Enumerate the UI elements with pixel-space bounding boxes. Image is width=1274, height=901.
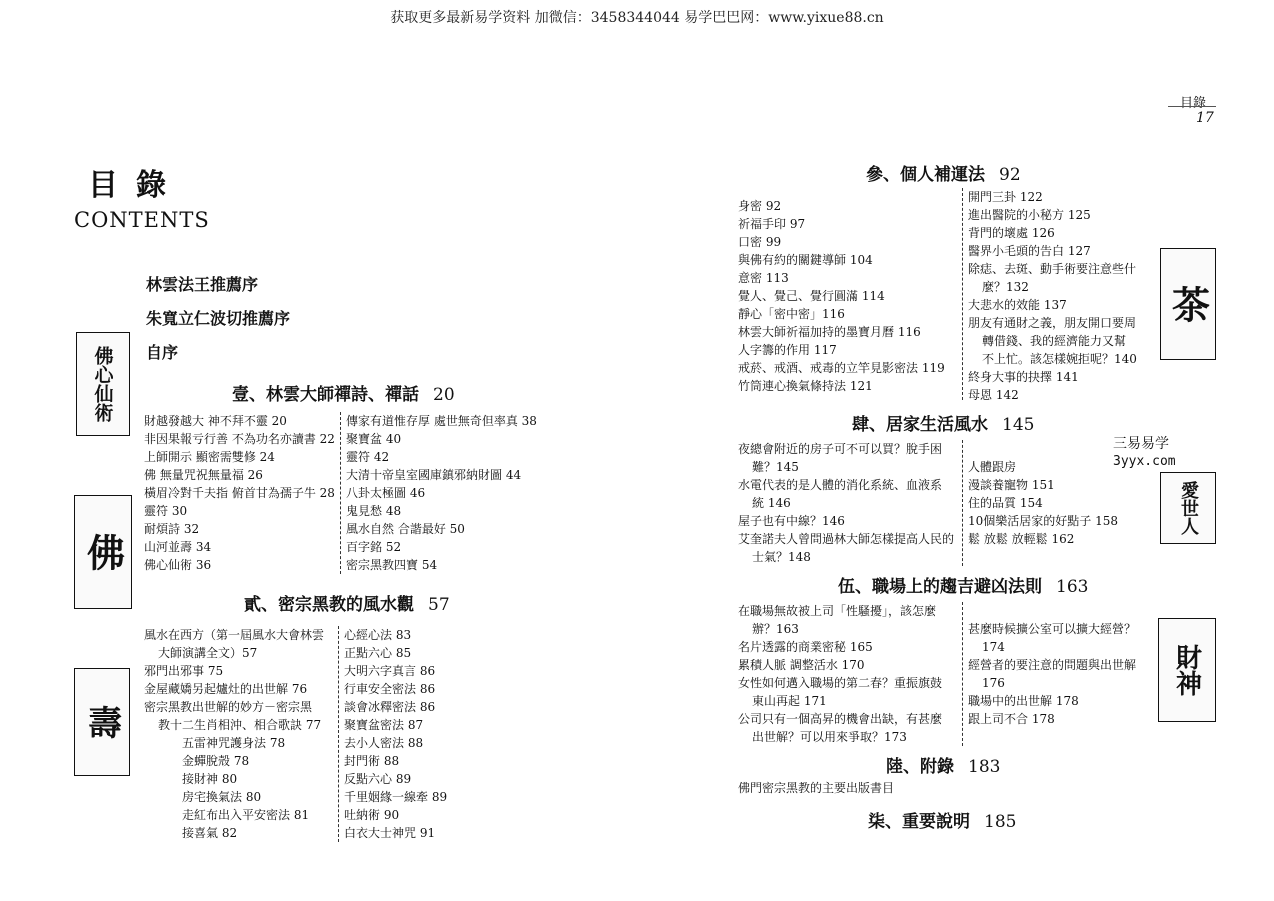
- section-4-left-list: [738, 440, 954, 566]
- list-item: 金蟬脫殼 78: [182, 754, 250, 768]
- list-item: 大明六字真言 86: [344, 664, 436, 678]
- list-item: 進出醫院的小秘方 125: [968, 208, 1091, 222]
- list-item: 出世解？可以用來爭取？173: [752, 730, 907, 744]
- section-5-right-list: [968, 620, 1136, 728]
- list-item: 聚寶盆 40: [346, 432, 402, 446]
- list-item: 身密 92: [738, 199, 782, 213]
- list-item: 覺人、覺己、覺行圓滿 114: [738, 289, 885, 303]
- list-item: 反點六心 89: [344, 772, 412, 786]
- list-item: 去小人密法 88: [344, 736, 424, 750]
- section-2-heading: 貳、密宗黑教的風水觀 57: [244, 595, 450, 615]
- list-item: 轉借錢、我的經濟能力又幫: [982, 334, 1127, 348]
- list-item: 心經心法 83: [344, 628, 412, 642]
- calligraphy-image-1: 佛心仙術: [76, 332, 130, 436]
- running-head: 目錄: [1180, 96, 1207, 111]
- section-6-heading: 陸、附錄 183: [886, 757, 1001, 777]
- list-item: 封門術 88: [344, 754, 400, 768]
- list-item: 林雲大師祈福加持的墨寶月曆 116: [738, 325, 921, 339]
- calligraphy-image-3: 壽: [74, 668, 130, 776]
- list-item: 密宗黑教出世解的妙方－密宗黑: [144, 700, 313, 714]
- list-item: 財越發越大 神不拜不靈 20: [144, 414, 287, 428]
- toc-title-en: CONTENTS: [74, 208, 210, 232]
- list-item: 白衣大士神咒 91: [344, 826, 436, 840]
- column-divider: [340, 412, 341, 574]
- list-item: 朋友有通財之義，朋友開口要周: [968, 316, 1137, 330]
- list-item: 辦？163: [752, 622, 799, 636]
- list-item: 醫界小毛頭的告白 127: [968, 244, 1091, 258]
- list-item: 傳家有道惟存厚 處世無奇但率真 38: [346, 414, 537, 428]
- list-item: 水電代表的是人體的消化系統、血液系: [738, 478, 943, 492]
- list-item: 祈福手印 97: [738, 217, 806, 231]
- list-item: 行車安全密法 86: [344, 682, 436, 696]
- section-4-heading: 肆、居家生活風水 145: [852, 415, 1035, 435]
- list-item: 口密 99: [738, 235, 782, 249]
- list-item: 金屋藏嬌另起爐灶的出世解 76: [144, 682, 308, 696]
- list-item: 難？145: [752, 460, 799, 474]
- list-item: 山河並壽 34: [144, 540, 212, 554]
- list-item: 鬆 放鬆 放輕鬆 162: [968, 532, 1075, 546]
- list-item: 夜總會附近的房子可不可以買？脫手困: [738, 442, 943, 456]
- list-item: 甚麼時候擴公室可以擴大經營？: [968, 622, 1137, 636]
- list-item: 士氣？148: [752, 550, 811, 564]
- list-item: 接喜氣 82: [182, 826, 238, 840]
- top-banner: 获取更多最新易学资料 加微信：3458344044 易学巴巴网：www.yixue88.cn: [390, 10, 884, 26]
- list-item: 東山再起 171: [752, 694, 827, 708]
- list-item: 鬼見愁 48: [346, 504, 402, 518]
- section-1-heading: 壹、林雲大師禪詩、禪話 20: [232, 385, 455, 405]
- list-item: 千里姻緣一線牽 89: [344, 790, 448, 804]
- list-item: 上師開示 顯密需雙修 24: [144, 450, 275, 464]
- watermark-text: 三易易学: [1113, 436, 1169, 452]
- list-item: 經營者的要注意的問題與出世解: [968, 658, 1137, 672]
- list-item: 佛心仙術 36: [144, 558, 212, 572]
- preface-2: 朱寬立仁波切推薦序: [146, 309, 291, 328]
- list-item: 聚寶盆密法 87: [344, 718, 424, 732]
- preface-3: 自序: [146, 343, 179, 362]
- list-item: 接財神 80: [182, 772, 238, 786]
- list-item: 不上忙。該怎樣婉拒呢？140: [982, 352, 1137, 366]
- watermark-url: 3yyx.com: [1113, 454, 1176, 469]
- list-item: 耐煩詩 32: [144, 522, 200, 536]
- list-item: 大師演講全文）57: [158, 646, 258, 660]
- list-item: 走紅布出入平安密法 81: [182, 808, 310, 822]
- list-item: 176: [982, 676, 1005, 690]
- list-item: 風水在西方（第一屆風水大會林雲: [144, 628, 325, 642]
- section-3-right-list: [968, 188, 1137, 404]
- list-item: 名片透露的商業密秘 165: [738, 640, 873, 654]
- list-item: 正點六心 85: [344, 646, 412, 660]
- page-number: 17: [1196, 110, 1214, 126]
- list-item: 靈符 42: [346, 450, 390, 464]
- list-item: 職場中的出世解 178: [968, 694, 1079, 708]
- list-item: 麼？132: [982, 280, 1029, 294]
- list-item: 大清十帝皇室國庫鎮邪納財圖 44: [346, 468, 522, 482]
- list-item: 人字籌的作用 117: [738, 343, 837, 357]
- list-item: 統 146: [752, 496, 791, 510]
- section-3-left-list: [738, 197, 945, 395]
- toc-title: 目錄: [88, 168, 184, 203]
- list-item: 住的品質 154: [968, 496, 1043, 510]
- calligraphy-image-4: 茶: [1160, 248, 1216, 360]
- list-item: 漫談養寵物 151: [968, 478, 1055, 492]
- list-item: 五雷神咒護身法 78: [182, 736, 286, 750]
- list-item: 佛 無量咒祝無量福 26: [144, 468, 263, 482]
- list-item: 非因果報亏行善 不為功名亦讀書 22: [144, 432, 335, 446]
- list-item: 百字銘 52: [346, 540, 402, 554]
- list-item: 戒菸、戒酒、戒毒的立竿見影密法 119: [738, 361, 945, 375]
- calligraphy-image-2: 佛: [74, 495, 132, 609]
- list-item: 佛門密宗黑教的主要出版書目: [738, 781, 895, 795]
- section-5-heading: 伍、職場上的趨吉避凶法則 163: [838, 577, 1089, 597]
- section-4-right-list: [968, 458, 1118, 548]
- section-1-right-list: [346, 412, 537, 574]
- list-item: 跟上司不合 178: [968, 712, 1055, 726]
- list-item: 靈符 30: [144, 504, 188, 518]
- list-item: 在職場無故被上司「性騷擾」，該怎麼: [738, 604, 937, 618]
- list-item: 意密 113: [738, 271, 789, 285]
- list-item: 教十二生肖相沖、相合歌訣 77: [158, 718, 322, 732]
- column-divider: [338, 626, 339, 842]
- list-item: 終身大事的抉擇 141: [968, 370, 1079, 384]
- section-6-list: [738, 779, 894, 797]
- section-2-left-list: [144, 626, 324, 842]
- list-item: 房宅換氣法 80: [182, 790, 262, 804]
- list-item: 人體跟房: [968, 460, 1017, 474]
- list-item: 累積人脈 調整活水 170: [738, 658, 865, 672]
- list-item: 談會冰釋密法 86: [344, 700, 436, 714]
- section-5-left-list: [738, 602, 942, 746]
- list-item: 背門的壞處 126: [968, 226, 1055, 240]
- section-2-right-list: [344, 626, 447, 842]
- list-item: 除痣、去斑、動手術要注意些什: [968, 262, 1137, 276]
- section-1-left-list: [144, 412, 335, 574]
- column-divider: [962, 440, 963, 566]
- column-divider: [962, 602, 963, 746]
- calligraphy-image-5: 愛世人: [1160, 472, 1216, 544]
- list-item: 公司只有一個高昇的機會出缺，有甚麼: [738, 712, 943, 726]
- section-7-heading: 柒、重要說明 185: [868, 812, 1017, 832]
- list-item: 竹筒連心換氣條持法 121: [738, 379, 873, 393]
- list-item: 174: [982, 640, 1005, 654]
- running-head-rule: [1168, 106, 1216, 107]
- list-item: 與佛有約的關鍵導師 104: [738, 253, 873, 267]
- list-item: 大悲水的效能 137: [968, 298, 1067, 312]
- list-item: 密宗黑教四寶 54: [346, 558, 438, 572]
- list-item: 開門三卦 122: [968, 190, 1043, 204]
- list-item: 橫眉冷對千夫指 俯首甘為孺子牛 28: [144, 486, 335, 500]
- list-item: 母恩 142: [968, 388, 1019, 402]
- list-item: 女性如何邁入職場的第二春？重振旗鼓: [738, 676, 943, 690]
- list-item: 八卦太極圖 46: [346, 486, 426, 500]
- calligraphy-image-6: 財神: [1158, 618, 1216, 722]
- list-item: 邪門出邪事 75: [144, 664, 224, 678]
- column-divider: [962, 188, 963, 400]
- list-item: 10個樂活居家的好點子 158: [968, 514, 1118, 528]
- preface-1: 林雲法王推薦序: [146, 275, 259, 294]
- list-item: 靜心「密中密」116: [738, 307, 845, 321]
- list-item: 艾奎諾夫人曾問過林大師怎樣提高人民的: [738, 532, 955, 546]
- list-item: 風水自然 合諧最好 50: [346, 522, 465, 536]
- section-3-heading: 參、個人補運法 92: [866, 165, 1021, 185]
- list-item: 屋子也有中線？146: [738, 514, 845, 528]
- list-item: 吐納術 90: [344, 808, 400, 822]
